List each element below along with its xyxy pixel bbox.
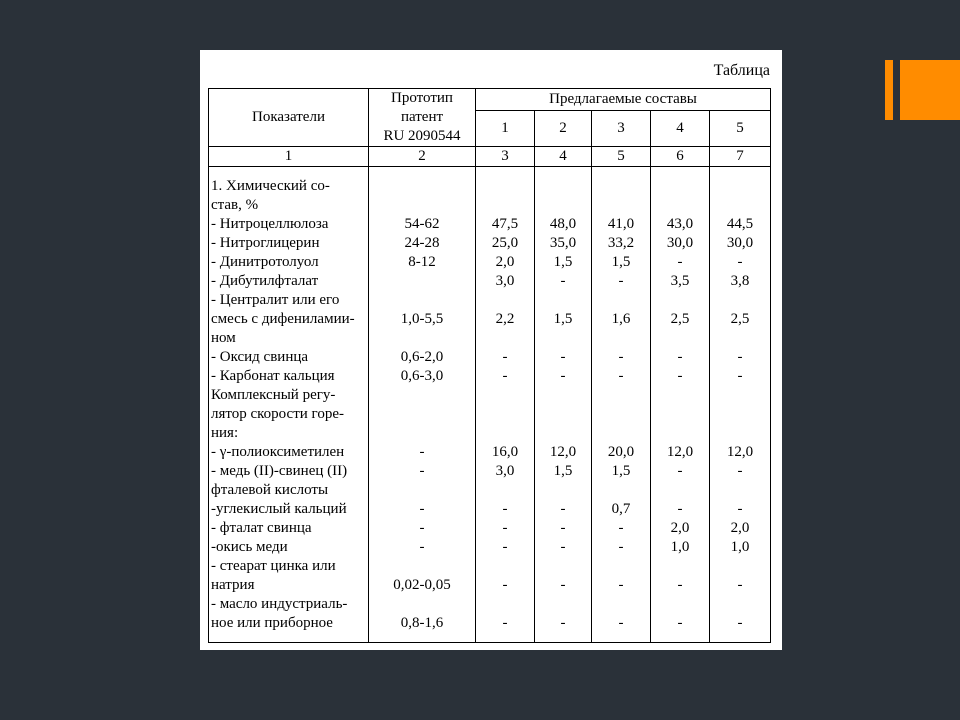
composition-value: 44,5 xyxy=(726,215,754,232)
composition-value xyxy=(592,557,650,576)
composition-3-values-column xyxy=(592,167,651,643)
composition-value xyxy=(710,424,770,443)
prototype-value: 0,6-3,0 xyxy=(400,367,444,384)
prototype-value: - xyxy=(419,500,425,517)
composition-value: 1,0 xyxy=(670,538,690,555)
composition-value: 35,0 xyxy=(549,234,577,251)
composition-value xyxy=(710,196,770,215)
composition-value xyxy=(476,329,534,348)
composition-value xyxy=(535,481,591,500)
indicators-column xyxy=(209,167,369,643)
composition-value xyxy=(651,595,709,614)
composition-value xyxy=(476,196,534,215)
composition-value xyxy=(476,177,534,196)
composition-value xyxy=(710,481,770,500)
composition-value: - xyxy=(560,538,566,555)
composition-value: 30,0 xyxy=(726,234,754,251)
composition-value: 25,0 xyxy=(491,234,519,251)
composition-value: 12,0 xyxy=(549,443,577,460)
composition-value: - xyxy=(618,348,624,365)
indicator-line: лятор скорости горе- xyxy=(211,405,344,422)
prototype-value: 54-62 xyxy=(404,215,440,232)
composition-value: - xyxy=(560,367,566,384)
composition-value: - xyxy=(502,614,508,631)
composition-value: - xyxy=(502,576,508,593)
composition-value xyxy=(535,291,591,310)
composition-value: 1,5 xyxy=(611,253,631,270)
indicator-line: 1. Химический со- xyxy=(211,177,330,194)
composition-value xyxy=(535,405,591,424)
composition-value: 20,0 xyxy=(607,443,635,460)
composition-value: - xyxy=(737,253,743,270)
composition-value: - xyxy=(618,538,624,555)
composition-value: - xyxy=(560,272,566,289)
header-indicators: Показатели xyxy=(209,89,369,147)
indicator-line: натрия xyxy=(211,576,255,593)
composition-value xyxy=(651,196,709,215)
column-number: 6 xyxy=(651,147,710,167)
composition-value: 3,5 xyxy=(670,272,690,289)
column-number: 7 xyxy=(710,147,771,167)
indicator-line: став, % xyxy=(211,196,259,213)
composition-value: 43,0 xyxy=(666,215,694,232)
composition-value xyxy=(592,386,650,405)
composition-value: - xyxy=(737,576,743,593)
composition-4-values-column xyxy=(651,167,710,643)
composition-value xyxy=(651,329,709,348)
composition-value: - xyxy=(618,519,624,536)
composition-value xyxy=(710,291,770,310)
composition-1-values-column xyxy=(476,167,535,643)
composition-value: 16,0 xyxy=(491,443,519,460)
composition-value: - xyxy=(618,614,624,631)
composition-value: - xyxy=(560,576,566,593)
composition-value xyxy=(535,595,591,614)
composition-value: 1,0 xyxy=(730,538,750,555)
composition-value: 1,6 xyxy=(611,310,631,327)
composition-value xyxy=(535,557,591,576)
composition-value xyxy=(651,557,709,576)
column-number: 5 xyxy=(592,147,651,167)
indicator-line: ном xyxy=(211,329,236,346)
composition-value: 2,0 xyxy=(730,519,750,536)
composition-value xyxy=(710,557,770,576)
indicator-line: - Карбонат кальция xyxy=(211,367,335,384)
composition-value xyxy=(651,481,709,500)
column-number: 2 xyxy=(369,147,476,167)
composition-value xyxy=(651,177,709,196)
composition-value: - xyxy=(677,614,683,631)
indicator-line: -углекислый кальций xyxy=(211,500,347,517)
composition-value: 12,0 xyxy=(726,443,754,460)
composition-value: - xyxy=(560,500,566,517)
composition-table xyxy=(208,88,771,643)
composition-5-values-column xyxy=(710,167,771,643)
composition-value: - xyxy=(677,367,683,384)
composition-value: - xyxy=(737,462,743,479)
header-composition-number: 5 xyxy=(710,111,771,147)
prototype-value: 1,0-5,5 xyxy=(400,310,444,327)
composition-value xyxy=(592,424,650,443)
prototype-value: - xyxy=(419,462,425,479)
composition-value xyxy=(710,405,770,424)
composition-value xyxy=(476,424,534,443)
prototype-value xyxy=(369,329,475,348)
composition-value xyxy=(476,291,534,310)
composition-value: 3,0 xyxy=(495,272,515,289)
composition-value xyxy=(476,481,534,500)
indicator-line: Комплексный регу- xyxy=(211,386,336,403)
composition-value xyxy=(476,386,534,405)
header-prototype-line: патент xyxy=(400,109,444,125)
composition-value: - xyxy=(737,367,743,384)
column-number: 3 xyxy=(476,147,535,167)
indicator-line: - масло индустриаль- xyxy=(211,595,348,612)
composition-value xyxy=(651,386,709,405)
header-prototype xyxy=(369,89,476,147)
composition-value: 41,0 xyxy=(607,215,635,232)
prototype-value: - xyxy=(419,519,425,536)
composition-value: 1,5 xyxy=(611,462,631,479)
composition-value xyxy=(535,196,591,215)
composition-value: - xyxy=(737,348,743,365)
indicator-line: ния: xyxy=(211,424,239,441)
composition-value xyxy=(476,557,534,576)
indicator-line: фталевой кислоты xyxy=(211,481,329,498)
composition-value xyxy=(710,177,770,196)
header-composition-number: 2 xyxy=(535,111,592,147)
indicator-line: - фталат свинца xyxy=(211,519,312,536)
composition-value xyxy=(710,386,770,405)
composition-value: - xyxy=(502,519,508,536)
composition-value: - xyxy=(502,500,508,517)
composition-value: 1,5 xyxy=(553,253,573,270)
table-caption: Таблица xyxy=(713,62,770,79)
composition-value: 33,2 xyxy=(607,234,635,251)
composition-value xyxy=(710,595,770,614)
header-composition-number: 3 xyxy=(592,111,651,147)
composition-value: - xyxy=(737,614,743,631)
indicator-line: - Дибутилфталат xyxy=(211,272,319,289)
composition-value xyxy=(651,291,709,310)
slide-accent-bar-wide xyxy=(900,60,960,120)
prototype-value xyxy=(369,177,475,196)
composition-value: 1,5 xyxy=(553,310,573,327)
composition-value xyxy=(592,405,650,424)
prototype-value: 0,6-2,0 xyxy=(400,348,444,365)
composition-value: 1,5 xyxy=(553,462,573,479)
composition-value: 2,0 xyxy=(670,519,690,536)
composition-value: 12,0 xyxy=(666,443,694,460)
prototype-value: 0,8-1,6 xyxy=(400,614,444,631)
composition-value: - xyxy=(677,253,683,270)
composition-value: 2,5 xyxy=(670,310,690,327)
composition-value: - xyxy=(737,500,743,517)
composition-value: 2,2 xyxy=(495,310,515,327)
composition-value: 47,5 xyxy=(491,215,519,232)
indicator-line: -окись меди xyxy=(211,538,288,555)
composition-value xyxy=(476,405,534,424)
header-composition-number: 4 xyxy=(651,111,710,147)
indicator-line: - Нитроглицерин xyxy=(211,234,320,251)
indicator-line: ное или приборное xyxy=(211,614,333,631)
composition-value: - xyxy=(560,614,566,631)
composition-value: 0,7 xyxy=(611,500,631,517)
indicator-line: - Динитротолуол xyxy=(211,253,319,270)
prototype-value: - xyxy=(419,538,425,555)
prototype-value xyxy=(369,557,475,576)
composition-value: - xyxy=(618,272,624,289)
composition-value xyxy=(535,329,591,348)
composition-value: - xyxy=(560,519,566,536)
document-scan xyxy=(200,50,782,650)
indicator-line: смесь с дифениламии- xyxy=(211,310,355,327)
composition-value: - xyxy=(618,576,624,593)
header-prototype-line: Прототип xyxy=(391,90,453,106)
prototype-value: - xyxy=(419,443,425,460)
composition-value xyxy=(592,329,650,348)
composition-value xyxy=(592,595,650,614)
composition-value: - xyxy=(502,538,508,555)
indicator-line: - Оксид свинца xyxy=(211,348,309,365)
composition-value xyxy=(710,329,770,348)
composition-value xyxy=(476,595,534,614)
composition-value: 48,0 xyxy=(549,215,577,232)
indicator-line: - стеарат цинка или xyxy=(211,557,336,574)
prototype-value xyxy=(369,386,475,405)
composition-value: - xyxy=(677,348,683,365)
indicator-line: - Нитроцеллюлоза xyxy=(211,215,329,232)
composition-value xyxy=(592,196,650,215)
composition-value: 3,8 xyxy=(730,272,750,289)
prototype-value xyxy=(369,405,475,424)
column-number: 4 xyxy=(535,147,592,167)
composition-value: - xyxy=(677,576,683,593)
composition-value: - xyxy=(502,367,508,384)
slide-accent-bar-thin xyxy=(885,60,893,120)
composition-value: - xyxy=(502,348,508,365)
prototype-value xyxy=(369,424,475,443)
indicator-line: - Централит или его xyxy=(211,291,340,308)
prototype-value: 24-28 xyxy=(404,234,440,251)
composition-value xyxy=(651,405,709,424)
indicator-line: - γ-полиоксиметилен xyxy=(211,443,345,460)
composition-value: 3,0 xyxy=(495,462,515,479)
prototype-value xyxy=(369,595,475,614)
column-number: 1 xyxy=(209,147,369,167)
prototype-value xyxy=(369,196,475,215)
composition-2-values-column xyxy=(535,167,592,643)
header-prototype-line: RU 2090544 xyxy=(383,128,461,144)
composition-value: 2,5 xyxy=(730,310,750,327)
composition-value xyxy=(535,386,591,405)
prototype-value xyxy=(369,272,475,291)
composition-value xyxy=(592,177,650,196)
header-proposed: Предлагаемые составы xyxy=(476,89,771,111)
prototype-values-column xyxy=(369,167,476,643)
composition-value: - xyxy=(677,500,683,517)
composition-value xyxy=(592,481,650,500)
prototype-value: 0,02-0,05 xyxy=(393,576,451,593)
composition-value: - xyxy=(618,367,624,384)
composition-value: 30,0 xyxy=(666,234,694,251)
prototype-value xyxy=(369,291,475,310)
prototype-value: 8-12 xyxy=(408,253,436,270)
composition-value xyxy=(535,424,591,443)
prototype-value xyxy=(369,481,475,500)
composition-value: 2,0 xyxy=(495,253,515,270)
composition-value xyxy=(535,177,591,196)
composition-value: - xyxy=(560,348,566,365)
composition-value xyxy=(651,424,709,443)
header-composition-number: 1 xyxy=(476,111,535,147)
indicator-line: - медь (II)-свинец (II) xyxy=(211,462,348,479)
composition-value xyxy=(592,291,650,310)
composition-value: - xyxy=(677,462,683,479)
